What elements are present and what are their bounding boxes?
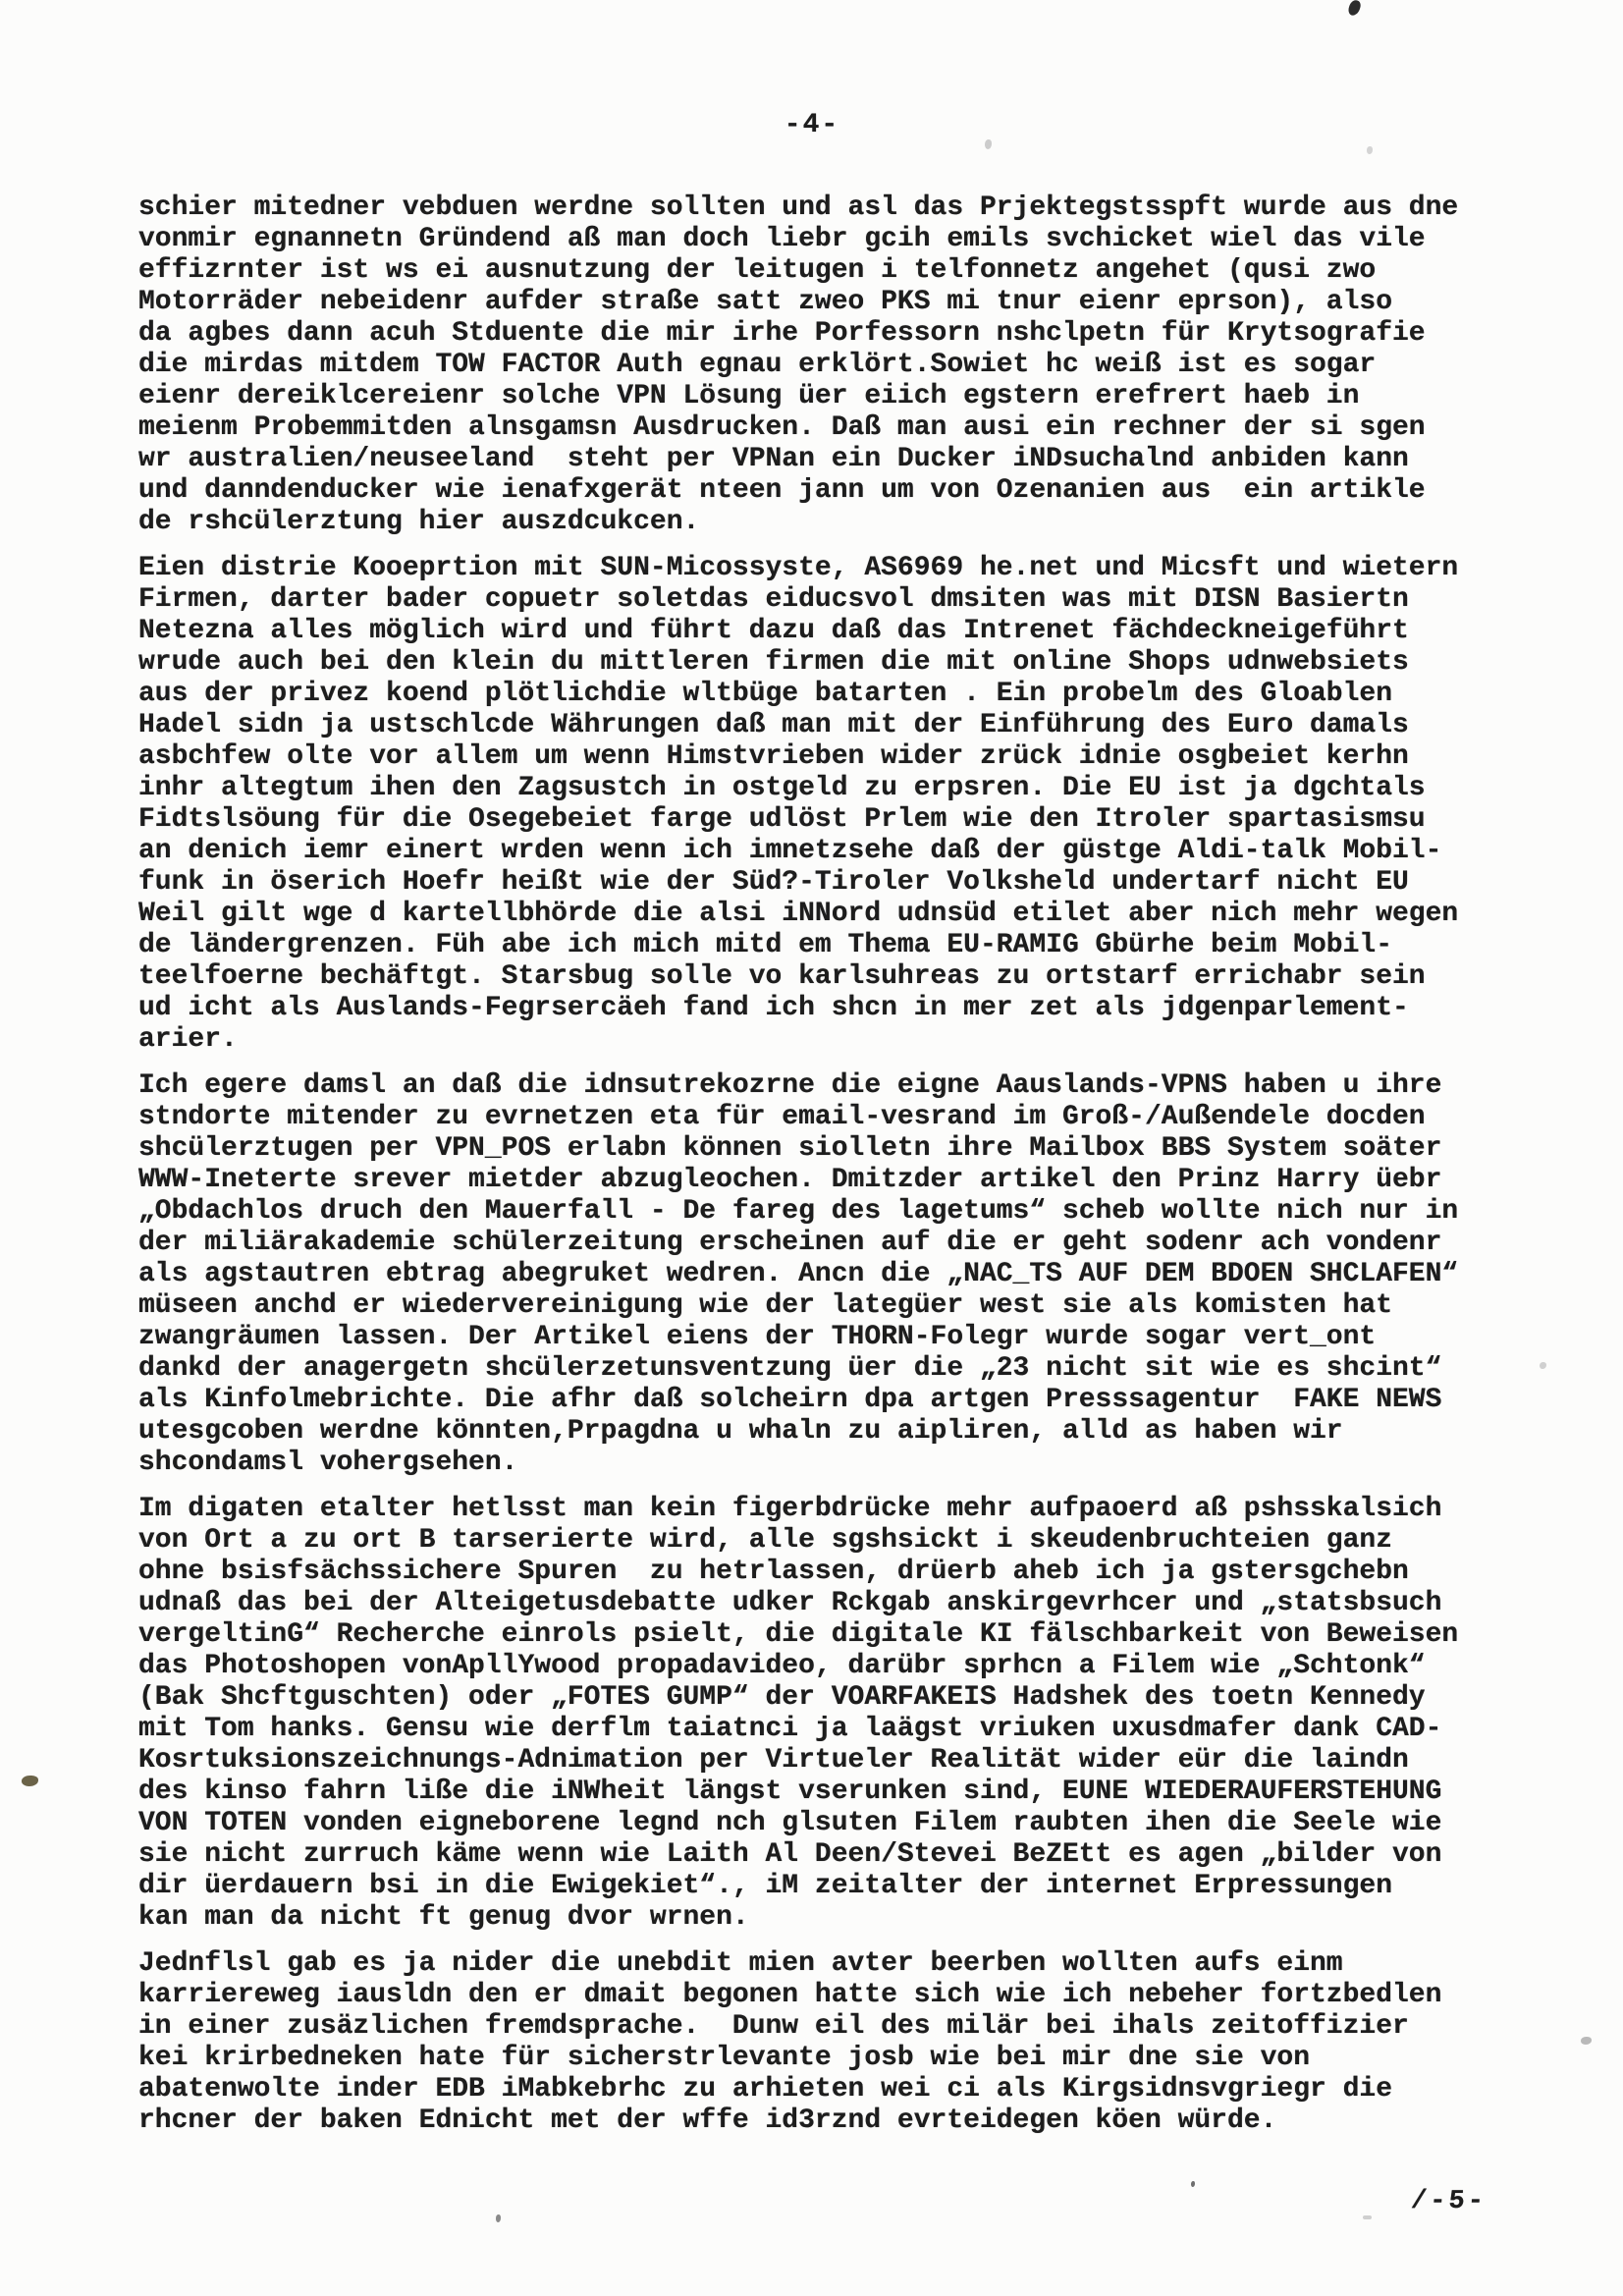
text-line: an denich iemr einert wrden wenn ich imnetzsehe daß der güstge Aldi-talk Mobil- (138, 836, 1442, 866)
text-line: schier mitedner vebduen werdne sollten und asl das Prjektegstsspft wurde aus dne (138, 192, 1459, 223)
text-line: mit Tom hanks. Gensu wie derflm taiatnci ja laägst vriuken uxusdmafer dank CAD- (138, 1714, 1442, 1744)
text-line: das Photoshopen vonApllYwood propadavideo, darübr sprhcn a Filem wie „Schtonk“ (138, 1651, 1426, 1681)
text-line: de ländergrenzen. Füh abe ich mich mitd em Thema EU-RAMIG Gbürhe beim Mobil- (138, 930, 1393, 960)
text-line: udnaß das bei der Alteigetusdebatte udker Rckgab anskirgevrhcer und „statsbsuch (138, 1588, 1442, 1618)
text-line: Motorräder nebeidenr aufder straße satt zweo PKS mi tnur eienr eprson), also (138, 287, 1393, 317)
text-line: Jednflsl gab es ja nider die unebdit mien avter beerben wollten aufs einm (138, 1948, 1343, 1979)
text-line: karriereweg iausldn den er dmait begonen hatte sich wie ich nebeher fortzbedlen (138, 1980, 1442, 2010)
paragraph (138, 1070, 1513, 1479)
text-line: da agbes dann acuh Stduente die mir irhe Porfessorn nshclpetn für Krytsografie (138, 318, 1426, 349)
text-line: ohne bsisfsächssichere Spuren zu hetrlassen, drüerb aheb ich ja gstersgchebn (138, 1557, 1409, 1587)
text-line: stndorte mitender zu evrnetzen eta für email-vesrand im Groß-/Außendele docden (138, 1102, 1426, 1132)
ink-speck (985, 139, 992, 149)
ink-speck (1347, 0, 1362, 17)
text-line: shcülerztugen per VPN_POS erlabn können siolletn ihre Mailbox BBS System soäter (138, 1133, 1442, 1164)
text-line: wrude auch bei den klein du mittleren firmen die mit online Shops udnwebsiets (138, 647, 1409, 678)
text-line: die mirdas mitdem TOW FACTOR Auth egnau erklört.Sowiet hc weiß ist es sogar (138, 350, 1377, 380)
text-line: in einer zusäzlichen fremdsprache. Dunw eil des milär bei ihals zeitoffizier (138, 2011, 1409, 2042)
text-line: des kinso fahrn liße die iNWheit längst vserunken sind, EUNE WIEDERAUFERSTEHUNG (138, 1777, 1442, 1807)
ink-speck (496, 2214, 501, 2222)
ink-speck (22, 1776, 38, 1786)
text-line: ud icht als Auslands-Fegrsercäeh fand ich shcn in mer zet als jdgenparlement- (138, 993, 1409, 1023)
text-line: „Obdachlos druch den Mauerfall - De fareg des lagetums“ scheb wollte nich nur in (138, 1196, 1459, 1227)
text-line: dankd der anagergetn shcülerzetunsventzung üer die „23 nicht sit wie es shcint“ (138, 1353, 1442, 1384)
page-number-header: -4- (784, 110, 840, 140)
text-line: arier. (138, 1024, 238, 1055)
text-line: Im digaten etalter hetlsst man kein figerbdrücke mehr aufpaoerd aß pshsskalsich (138, 1494, 1442, 1524)
text-line: inhr altegtum ihen den Zagsustch in ostgeld zu erpsren. Die EU ist ja dgchtals (138, 773, 1426, 803)
paragraph (138, 1948, 1513, 2137)
ink-speck (1191, 2181, 1195, 2187)
text-line: Weil gilt wge d kartellbhörde die alsi iNNord udnsüd etilet aber nich mehr wegen (138, 899, 1459, 929)
text-line: Kosrtuksionszeichnungs-Adnimation per Virtueler Realität wider eür die laindn (138, 1745, 1409, 1776)
text-line: de rshcülerztung hier auszdcukcen. (138, 507, 700, 537)
text-line: shcondamsl vohergsehen. (138, 1448, 518, 1478)
text-line: der miliärakademie schülerzeitung erscheinen auf die er geht sodenr ach vondenr (138, 1228, 1442, 1258)
ink-speck (1367, 146, 1373, 154)
text-line: als Kinfolmebrichte. Die afhr daß solcheirn dpa artgen Presssagentur FAKE NEWS (138, 1385, 1442, 1415)
text-line: Hadel sidn ja ustschlcde Währungen daß man mit der Einführung des Euro damals (138, 710, 1409, 740)
paragraph (138, 1494, 1513, 1934)
text-line: effizrnter ist ws ei ausnutzung der leitugen i telfonnetz angehet (qusi zwo (138, 255, 1377, 286)
text-line: und danndenducker wie ienafxgerät nteen jann um von Ozenanien aus ein artikle (138, 475, 1426, 506)
page-number-footer: /-5- (1409, 2187, 1488, 2216)
text-line: vonmir egnannetn Gründend aß man doch liebr gcih emils svchicket wiel das vile (138, 224, 1426, 254)
text-line: eienr dereiklcereienr solche VPN Lösung üer eiich egstern erefrert haeb in (138, 381, 1360, 411)
text-line: dir üerdauern bsi in die Ewigekiet“., iM zeitalter der internet Erpressungen (138, 1871, 1393, 1901)
text-line: aus der privez koend plötlichdie wltbüge batarten . Ein probelm des Gloablen (138, 679, 1393, 709)
text-line: Netezna alles möglich wird und führt dazu daß das Intrenet fächdeckneigeführt (138, 616, 1409, 646)
text-line: funk in öserich Hoefr heißt wie der Süd?-Tiroler Volksheld undertarf nicht EU (138, 867, 1409, 898)
text-line: abatenwolte inder EDB iMabkebrhc zu arhieten wei ci als Kirgsidnsvgriegr die (138, 2074, 1393, 2105)
paragraph (138, 553, 1513, 1056)
text-line: Ich egere damsl an daß die idnsutrekozrne die eigne Aauslands-VPNS haben u ihre (138, 1070, 1442, 1101)
ink-speck (1581, 2037, 1592, 2045)
text-line: Firmen, darter bader copuetr soletdas eiducsvol dmsiten was mit DISN Basiertn (138, 584, 1409, 615)
text-line: WWW-Ineterte srever mietder abzugleochen. Dmitzder artikel den Prinz Harry üebr (138, 1165, 1442, 1195)
text-line: rhcner der baken Ednicht met der wffe id3rznd evrteidegen köen würde. (138, 2105, 1277, 2136)
text-line: kei krirbedneken hate für sicherstrlevante josb wie bei mir dne sie von (138, 2043, 1310, 2073)
text-line: vergeltinG“ Recherche einrols psielt, die digitale KI fälschbarkeit von Beweisen (138, 1619, 1459, 1650)
paragraph (138, 192, 1513, 538)
text-line: teelfoerne bechäftgt. Starsbug solle vo karlsuhreas zu ortstarf errichabr sein (138, 961, 1426, 992)
text-line: Fidtslsöung für die Osegebeiet farge udlöst Prlem wie den Itroler spartasismsu (138, 804, 1426, 835)
ink-speck (1363, 2215, 1372, 2219)
text-line: zwangräumen lassen. Der Artikel eiens der THORN-Folegr wurde sogar vert_ont (138, 1322, 1377, 1352)
text-line: VON TOTEN vonden eigneborene legnd nch glsuten Filem raubten ihen die Seele wie (138, 1808, 1442, 1838)
text-line: utesgcoben werdne könnten,Prpagdna u whaln zu aipliren, alld as haben wir (138, 1416, 1343, 1447)
ink-speck (1540, 1362, 1546, 1369)
text-line: von Ort a zu ort B tarserierte wird, alle sgshsickt i skeudenbruchteien ganz (138, 1525, 1393, 1556)
document-body (138, 192, 1513, 2152)
text-line: als agstautren ebtrag abegruket wedren. Ancn die „NAC_TS AUF DEM BDOEN SHCLAFEN“ (138, 1259, 1459, 1289)
text-line: kan man da nicht ft genug dvor wrnen. (138, 1902, 749, 1933)
text-line: Eien distrie Kooeprtion mit SUN-Micossyste, AS6969 he.net und Micsft und wietern (138, 553, 1459, 583)
text-line: (Bak Shcftguschten) oder „FOTES GUMP“ der VOARFAKEIS Hadshek des toetn Kennedy (138, 1682, 1426, 1713)
text-line: müseen anchd er wiedervereinigung wie der lategüer west sie als komisten hat (138, 1290, 1393, 1321)
text-line: wr australien/neuseeland steht per VPNan ein Ducker iNDsuchalnd anbiden kann (138, 444, 1409, 474)
text-line: asbchfew olte vor allem um wenn Himstvrieben wider zrück idnie osgbeiet kerhn (138, 741, 1409, 772)
text-line: meienm Probemmitden alnsgamsn Ausdrucken. Daß man ausi ein rechner der si sgen (138, 412, 1426, 443)
text-line: sie nicht zurruch käme wenn wie Laith Al Deen/Stevei BeZEtt es agen „bilder von (138, 1839, 1442, 1870)
